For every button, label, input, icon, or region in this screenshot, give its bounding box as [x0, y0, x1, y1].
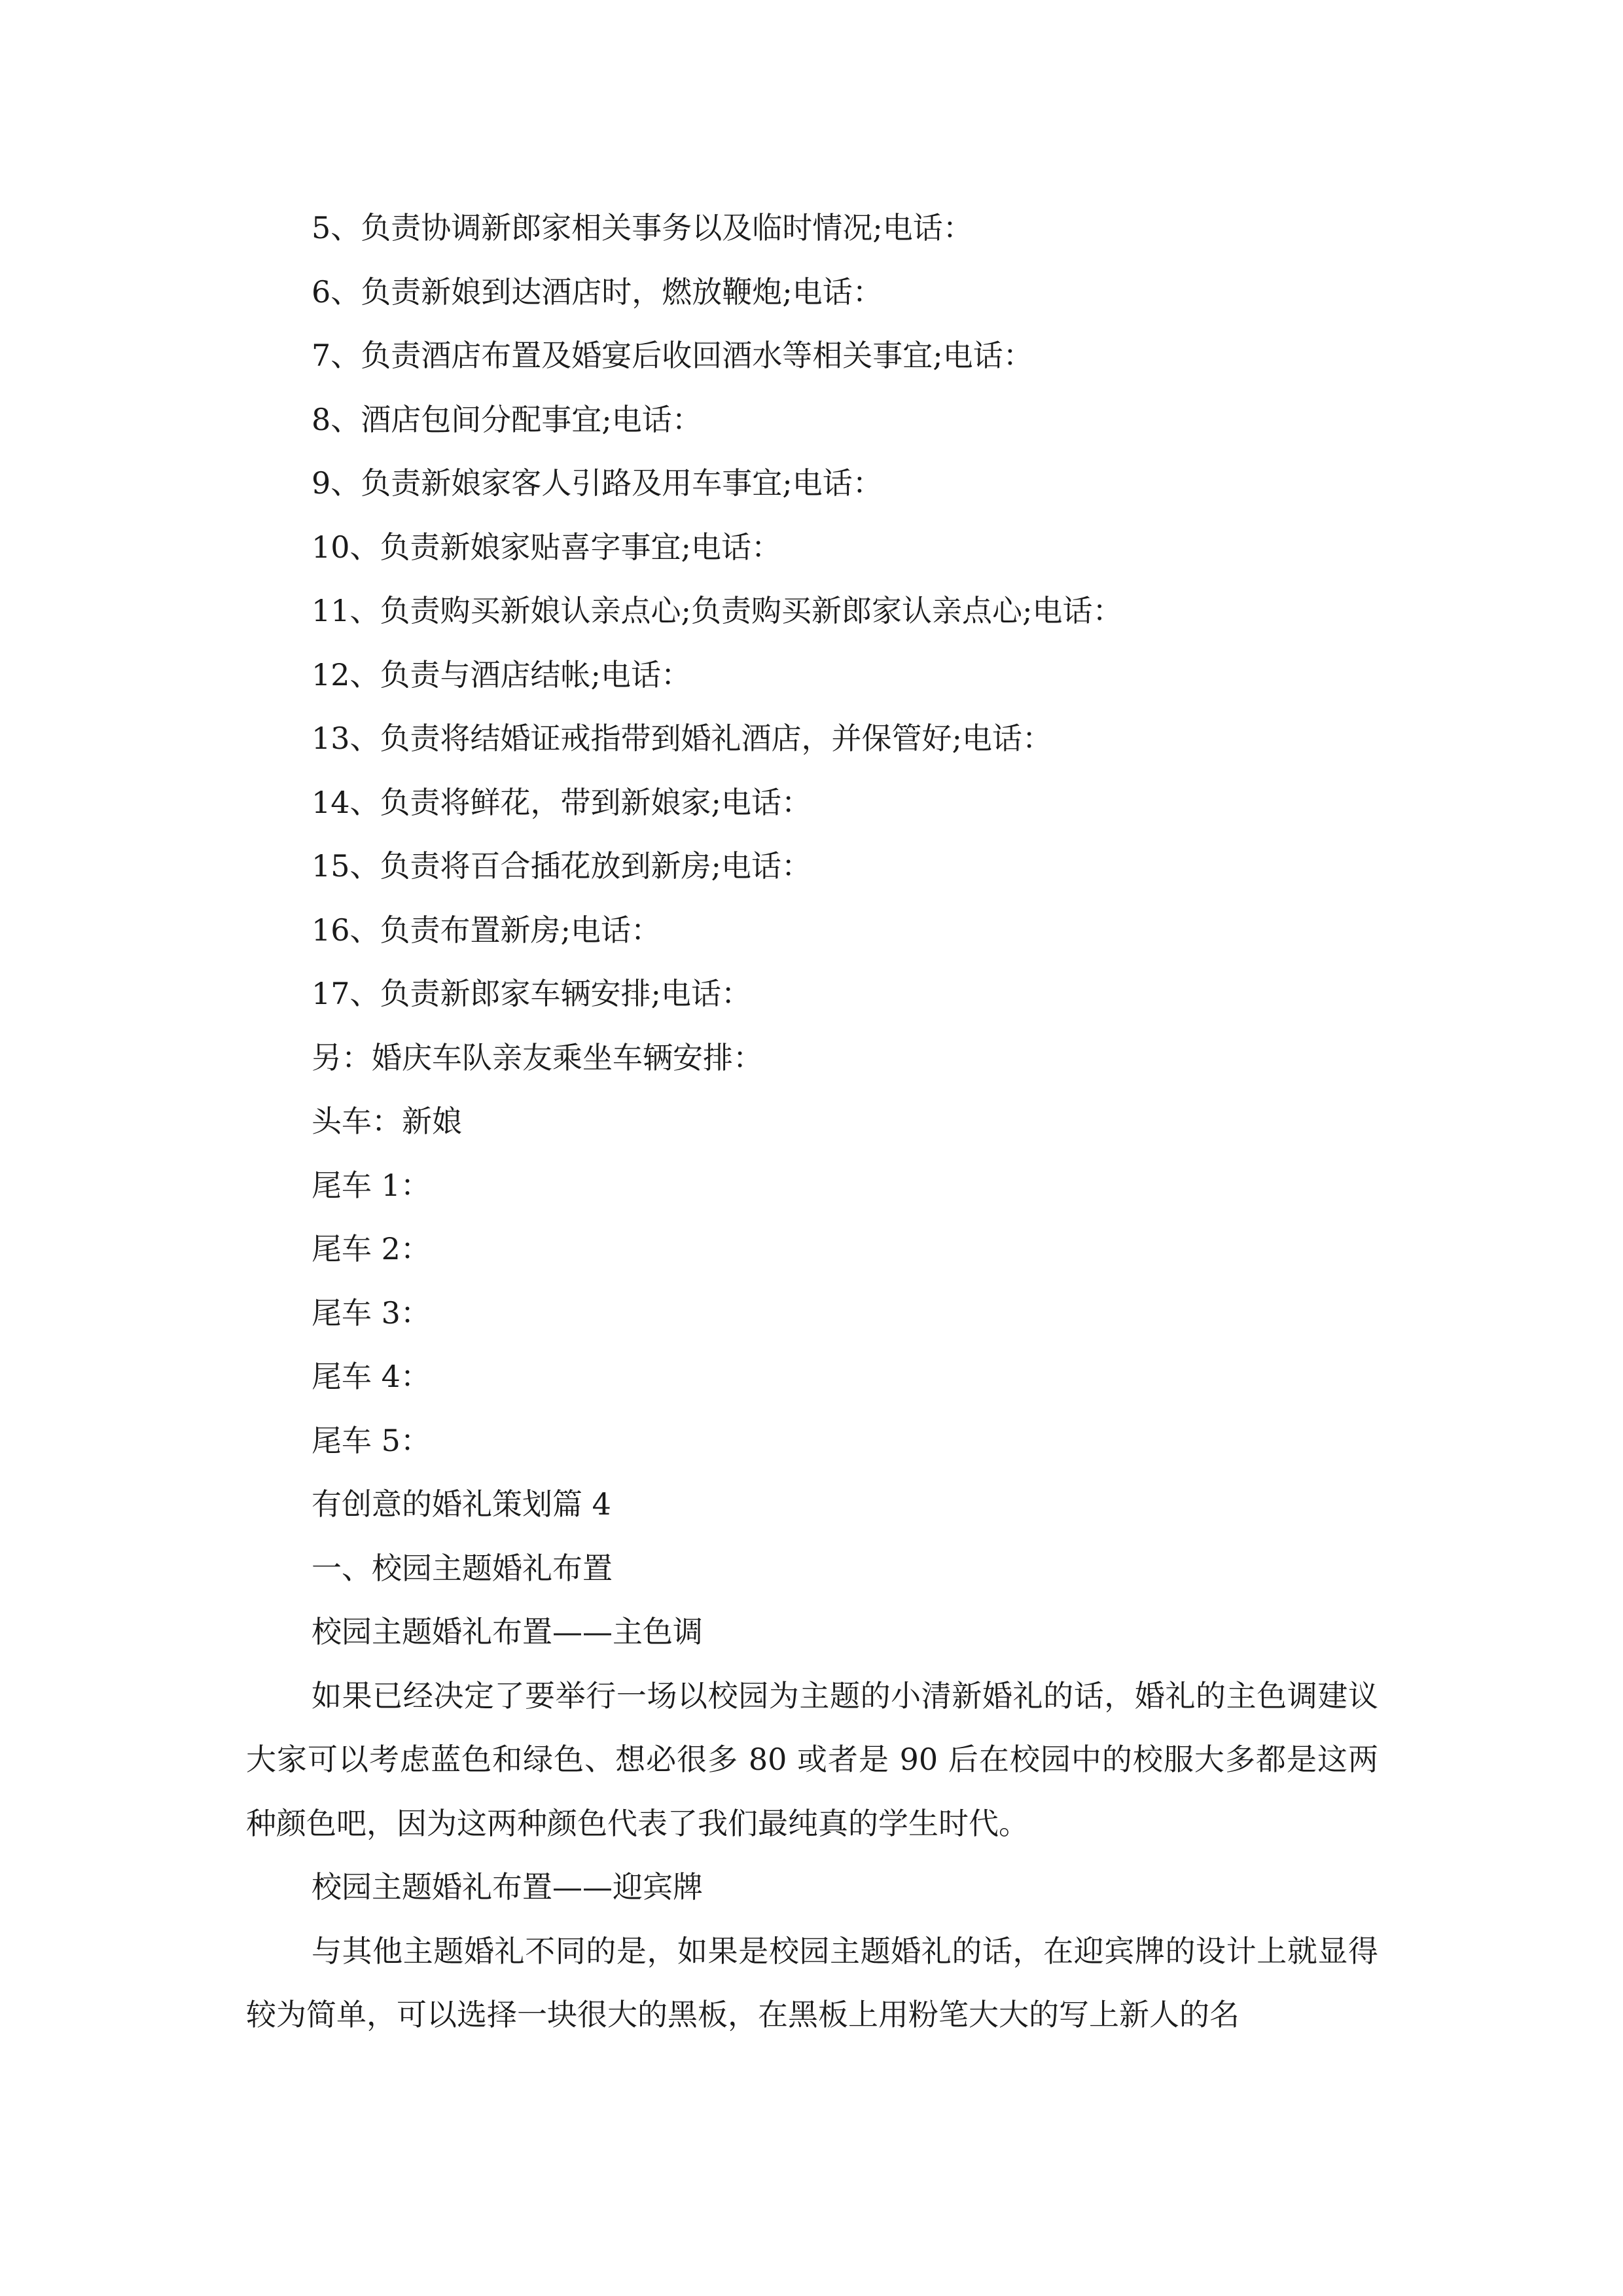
subsection-title: 一、校园主题婚礼布置	[312, 1550, 613, 1586]
body-paragraph: 与其他主题婚礼不同的是，如果是校园主题婚礼的话，在迎宾牌的设计上就显得较为简单，可以选择一块很大的黑板，在黑板上用粉笔大大的写上新人的名	[246, 1933, 1378, 2032]
list-item: 5、负责协调新郎家相关事务以及临时情况;电话：	[312, 210, 973, 245]
document-body	[246, 196, 1378, 2047]
list-item: 15、负责将百合插花放到新房;电话：	[312, 848, 812, 884]
section-title: 有创意的婚礼策划篇 4	[312, 1486, 611, 1522]
car-item: 尾车 2：	[312, 1231, 431, 1266]
list-item: 9、负责新娘家客人引路及用车事宜;电话：	[312, 465, 883, 501]
list-item: 7、负责酒店布置及婚宴后收回酒水等相关事宜;电话：	[312, 338, 1033, 373]
car-arrangement-heading: 另：婚庆车队亲友乘坐车辆安排：	[312, 1039, 763, 1075]
list-item: 10、负责新娘家贴喜字事宜;电话：	[312, 529, 782, 565]
car-item: 尾车 5：	[312, 1422, 431, 1458]
task-list	[246, 196, 1378, 1026]
topic-heading: 校园主题婚礼布置——迎宾牌	[312, 1869, 703, 1905]
list-item: 11、负责购买新娘认亲点心;负责购买新郎家认亲点心;电话：	[312, 593, 1123, 628]
list-item: 12、负责与酒店结帐;电话：	[312, 656, 692, 692]
car-list	[246, 1090, 1378, 1473]
list-item: 13、负责将结婚证戒指带到婚礼酒店，并保管好;电话：	[312, 721, 1053, 756]
list-item: 16、负责布置新房;电话：	[312, 912, 662, 948]
car-item: 尾车 4：	[312, 1359, 431, 1394]
list-item: 6、负责新娘到达酒店时，燃放鞭炮;电话：	[312, 274, 883, 310]
car-item: 尾车 1：	[312, 1167, 431, 1203]
car-item: 尾车 3：	[312, 1295, 431, 1331]
list-item: 14、负责将鲜花，带到新娘家;电话：	[312, 784, 812, 820]
list-item: 8、酒店包间分配事宜;电话：	[312, 401, 702, 437]
car-item: 头车：新娘	[312, 1103, 462, 1139]
list-item: 17、负责新郎家车辆安排;电话：	[312, 976, 752, 1011]
body-paragraph: 如果已经决定了要举行一场以校园为主题的小清新婚礼的话，婚礼的主色调建议大家可以考虑蓝色和绿色、想必很多 80 或者是 90 后在校园中的校服大多都是这两种颜色吧，因为这两种颜色代表了我们最纯真的学生时代。	[246, 1677, 1378, 1841]
topic-heading: 校园主题婚礼布置——主色调	[312, 1614, 703, 1649]
